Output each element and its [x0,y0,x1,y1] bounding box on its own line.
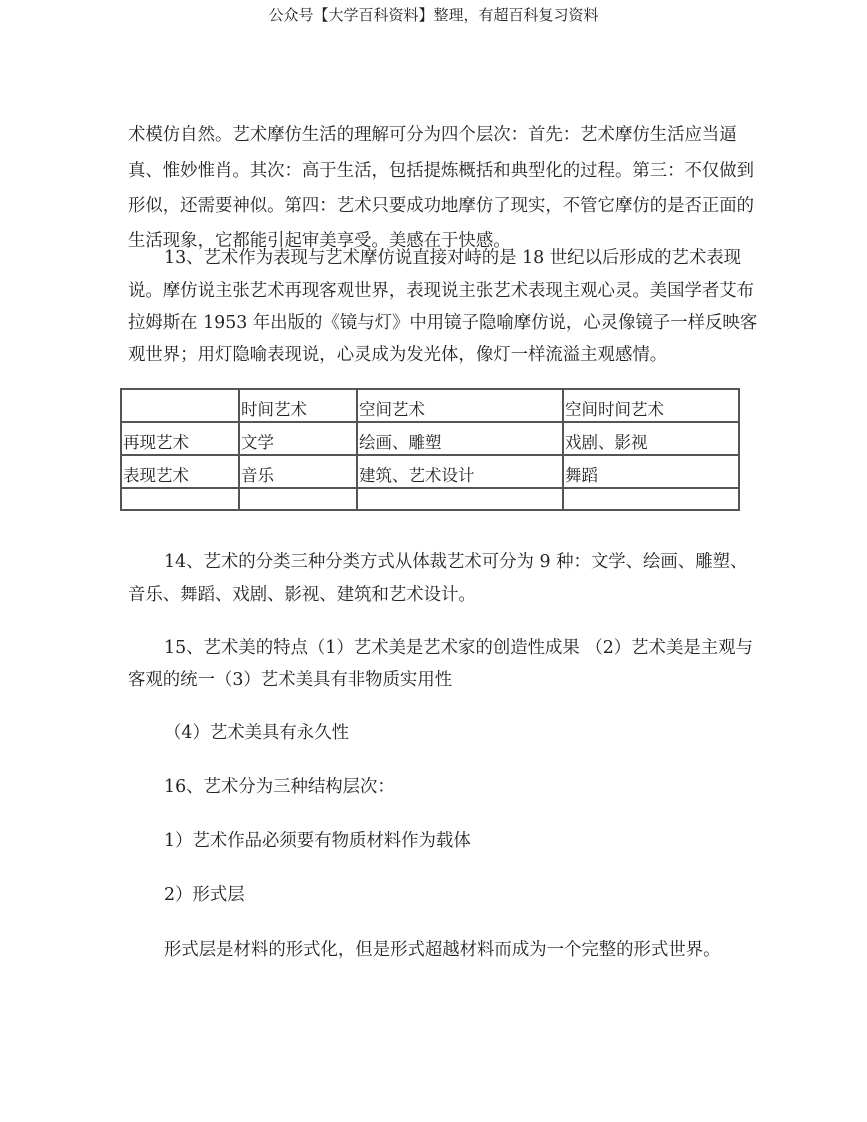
page-header: 公众号【大学百科资料】整理，有超百科复习资料 [268,6,599,24]
table-row [121,422,739,455]
table-cell: 再现艺术 [121,422,239,455]
paragraph-line: 术模仿自然。艺术摩仿生活的理解可分为四个层次：首先：艺术摩仿生活应当逼 [128,125,737,145]
table-cell: 文学 [239,422,357,455]
paragraph-line: 16、艺术分为三种结构层次： [164,777,395,797]
paragraph-line: 14、艺术的分类三种分类方式从体裁艺术可分为 9 种：文学、绘画、雕塑、 [164,552,748,572]
list-item: 2）形式层 [164,885,245,905]
paragraph-line: 15、艺术美的特点（1）艺术美是艺术家的创造性成果 （2）艺术美是主观与 [164,638,753,658]
table-row [121,455,739,488]
list-item: 1）艺术作品必须要有物质材料作为载体 [164,831,471,851]
paragraph-line: 观世界；用灯隐喻表现说，心灵成为发光体，像灯一样流溢主观感情。 [128,345,668,365]
paragraph-line: 音乐、舞蹈、戏剧、影视、建筑和艺术设计。 [128,585,476,605]
table-cell: 表现艺术 [121,455,239,488]
paragraph-line: 客观的统一（3）艺术美具有非物质实用性 [128,670,453,690]
table-cell [121,488,239,510]
table-cell [563,488,739,510]
table-cell: 戏剧、影视 [563,422,739,455]
table-cell [121,389,239,422]
table-cell: 音乐 [239,455,357,488]
table-row [121,389,739,422]
table-cell: 绘画、雕塑 [357,422,563,455]
paragraph-line: 拉姆斯在 1953 年出版的《镜与灯》中用镜子隐喻摩仿说，心灵像镜子一样反映客 [128,313,758,333]
table-row [121,488,739,510]
paragraph-line: 形似，还需要神似。第四：艺术只要成功地摩仿了现实，不管它摩仿的是否正面的 [128,196,755,216]
paragraph-line: 形式层是材料的形式化，但是形式超越材料而成为一个完整的形式世界。 [164,940,721,960]
table-cell: 舞蹈 [563,455,739,488]
paragraph-line: （4）艺术美具有永久性 [164,723,349,743]
table-cell: 时间艺术 [239,389,357,422]
table-cell: 空间时间艺术 [563,389,739,422]
table-cell: 建筑、艺术设计 [357,455,563,488]
table-cell [239,488,357,510]
art-classification-table [120,388,740,511]
paragraph-line: 13、艺术作为表现与艺术摩仿说直接对峙的是 18 世纪以后形成的艺术表现 [164,248,742,268]
paragraph-line: 真、惟妙惟肖。其次：高于生活，包括提炼概括和典型化的过程。第三：不仅做到 [128,161,755,181]
table-cell [357,488,563,510]
table-cell: 空间艺术 [357,389,563,422]
paragraph-line: 生活现象，它都能引起审美享受。美感在于快感。 [128,231,511,251]
paragraph-line: 说。摩仿说主张艺术再现客观世界，表现说主张艺术表现主观心灵。美国学者艾布 [128,281,755,301]
